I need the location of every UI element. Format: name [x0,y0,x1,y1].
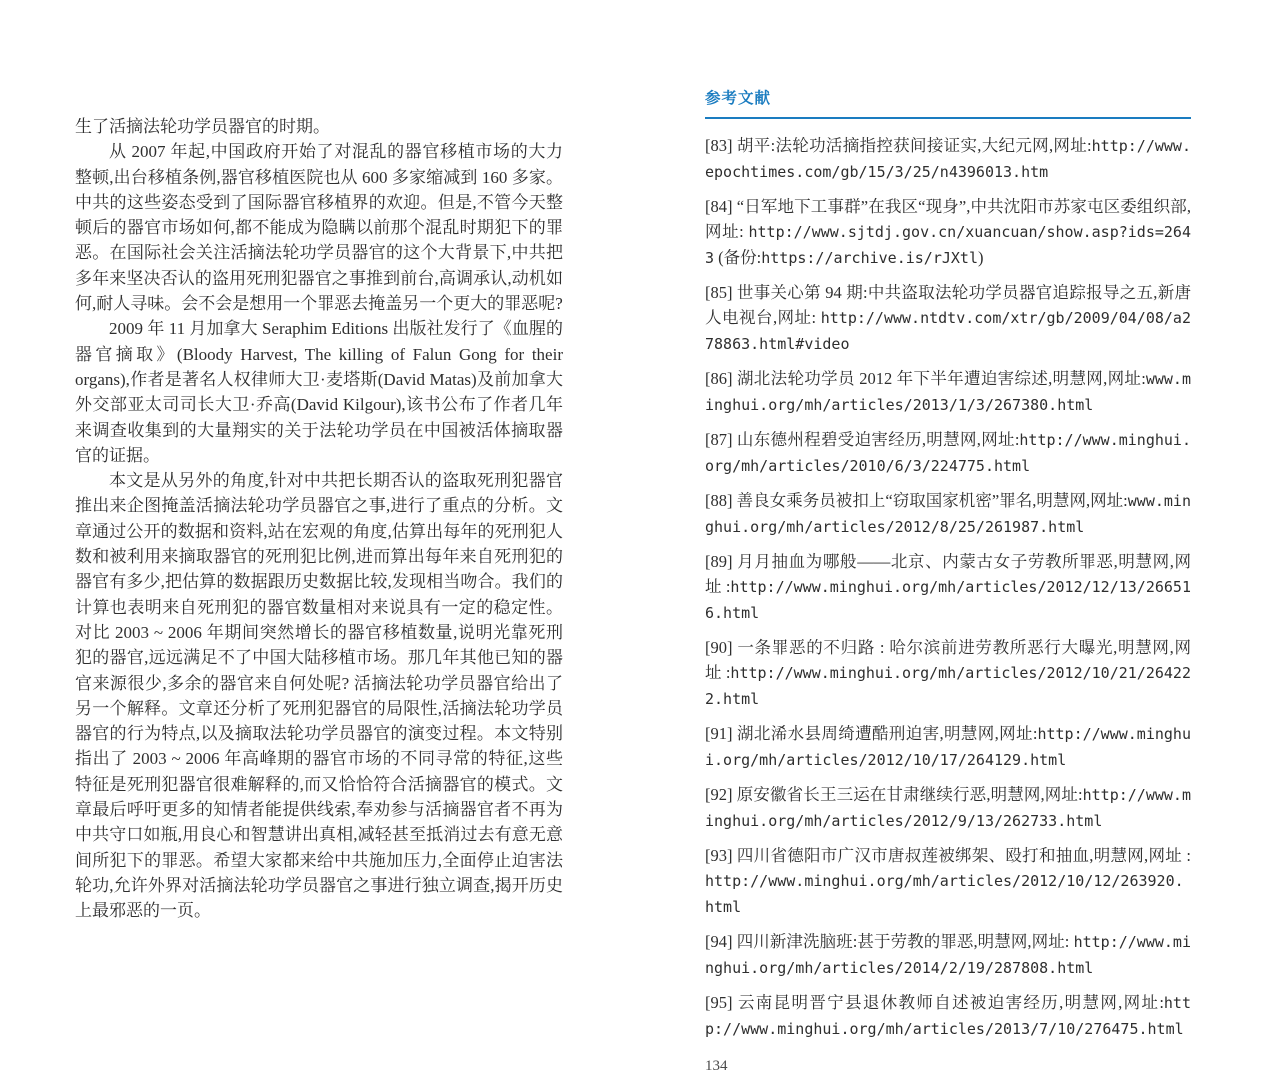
reference-url: http://www.minghui.org/mh/articles/2012/10/21/264222.html [705,664,1191,708]
reference-text: [93] 四川省德阳市广汉市唐叔莲被绑架、殴打和抽血,明慧网,网址 : [705,846,1191,865]
reference-text: [89] 月月抽血为哪般——北京、内蒙古女子劳教所罪恶,明慧网,网址: [705,552,1191,596]
reference-text: ) [978,248,984,267]
reference-item [705,427,1191,479]
reference-url: https://archive.is/rJXtl [761,249,978,267]
references-list [705,133,1191,1042]
reference-url: http://www.minghui.org/mh/articles/2012/10/17/264129.html [705,725,1191,769]
reference-item [705,929,1191,981]
page-number: 134 [705,1058,728,1074]
reference-text: (备份: [714,248,762,267]
reference-url: http://www.minghui.org/mh/articles/2012/10/12/263920.html [705,872,1184,916]
reference-item [705,782,1191,834]
reference-url: http://www.ntdtv.com/xtr/gb/2009/04/08/a278863.html#video [705,309,1191,353]
reference-item [705,721,1191,773]
left-page-body-text [75,114,563,924]
reference-text: [85] 世事关心第 94 期:中共盗取法轮功学员器官追踪报导之五,新唐人电视台,网址: [705,283,1191,327]
reference-text: [92] 原安徽省长王三运在甘肃继续行恶,明慧网,网址: [705,785,1083,804]
reference-text: [91] 湖北浠水县周绮遭酷刑迫害,明慧网,网址: [705,724,1038,743]
reference-url: http://www.minghui.org/mh/articles/2012/12/13/266516.html [705,578,1191,622]
reference-url: http://www.minghui.org/mh/articles/2010/6/3/224775.html [705,431,1191,475]
reference-url: http://www.minghui.org/mh/articles/2012/9/13/262733.html [705,786,1191,830]
body-paragraph: 从 2007 年起,中国政府开始了对混乱的器官移植市场的大力整顿,出台移植条例,器官移植医院也从 600 多家缩减到 160 多家。中共的这些姿态受到了国际器官移植界的欢迎。但是,不管今天整顿后的器官市场如何,都不能成为隐瞒以前那个混乱时期犯下的罪恶。在国际社会关注活摘法轮功学员器官的这个大背景下,中共把多年来坚决否认的盗用死刑犯器官之事推到前台,高调承认,动机如何,耐人寻味。会不会是想用一个罪恶去掩盖另一个更大的罪恶呢? [75,142,563,314]
reference-url: http://www.minghui.org/mh/articles/2014/2/19/287808.html [705,933,1191,977]
reference-text: [88] 善良女乘务员被扣上“窃取国家机密”罪名,明慧网,网址: [705,491,1128,510]
reference-text: [95] 云南昆明晋宁县退休教师自述被迫害经历,明慧网,网址: [705,993,1164,1012]
reference-url: www.minghui.org/mh/articles/2012/8/25/261987.html [705,492,1191,536]
reference-item [705,843,1191,920]
body-paragraph: 生了活摘法轮功学员器官的时期。 [75,117,330,136]
reference-text: [87] 山东德州程碧受迫害经历,明慧网,网址: [705,430,1020,449]
body-paragraph: 2009 年 11 月加拿大 Seraphim Editions 出版社发行了《血腥的器官摘取》(Bloody Harvest, The killing of Falun Gong for their organs),作者是著名人权律师大卫·麦塔斯(David Matas)及前加拿大外交部亚太司司长大卫·乔高(David Kilgour),该书公布了作者几年来调查收集到的大量翔实的关于法轮功学员在中国被活体摘取器官的证据。 [75,319,563,465]
reference-url: www.minghui.org/mh/articles/2013/1/3/267380.html [705,370,1191,414]
reference-url: http://www.epochtimes.com/gb/15/3/25/n4396013.htm [705,137,1191,181]
reference-text: [84] “日军地下工事群”在我区“现身”,中共沈阳市苏家屯区委组织部,网址: [705,197,1191,241]
reference-item [705,635,1191,712]
reference-item [705,280,1191,357]
reference-item [705,194,1191,271]
right-page [705,86,1191,1075]
references-section-title: 参考文献 [705,86,1191,119]
reference-item [705,990,1191,1042]
reference-text: [83] 胡平:法轮功活摘指控获间接证实,大纪元网,网址: [705,136,1092,155]
reference-item [705,488,1191,540]
reference-item [705,133,1191,185]
reference-item [705,549,1191,626]
reference-url: http://www.sjtdj.gov.cn/xuancuan/show.asp?ids=2643 [705,223,1191,267]
body-paragraph: 本文是从另外的角度,针对中共把长期否认的盗取死刑犯器官推出来企图掩盖活摘法轮功学员器官之事,进行了重点的分析。文章通过公开的数据和资料,站在宏观的角度,估算出每年的死刑犯人数和被利用来摘取器官的死刑犯比例,进而算出每年来自死刑犯的器官有多少,把估算的数据跟历史数据比较,发现相当吻合。我们的计算也表明来自死刑犯的器官数量相对来说具有一定的稳定性。对比 2003 ~ 2006 年期间突然增长的器官移植数量,说明光靠死刑犯的器官,远远满足不了中国大陆移植市场。那几年其他已知的器官来源很少,多余的器官来自何处呢? 活摘法轮功学员器官给出了另一个解释。文章还分析了死刑犯器官的局限性,活摘法轮功学员器官的行为特点,以及摘取法轮功学员器官的演变过程。本文特别指出了 2003 ~ 2006 年高峰期的器官市场的不同寻常的特征,这些特征是死刑犯器官很难解释的,而又恰恰符合活摘器官的模式。文章最后呼吁更多的知情者能提供线索,奉劝参与活摘器官者不再为中共守口如瓶,用良心和智慧讲出真相,减轻甚至抵消过去有意无意间所犯下的罪恶。希望大家都来给中共施加压力,全面停止迫害法轮功,允许外界对活摘法轮功学员器官之事进行独立调查,揭开历史上最邪恶的一页。 [75,471,563,921]
reference-text: [86] 湖北法轮功学员 2012 年下半年遭迫害综述,明慧网,网址: [705,369,1146,388]
reference-text: [94] 四川新津洗脑班:甚于劳教的罪恶,明慧网,网址: [705,932,1074,951]
left-page [75,114,563,924]
reference-text: [90] 一条罪恶的不归路 : 哈尔滨前进劳教所恶行大曝光,明慧网,网址: [705,638,1191,682]
reference-item [705,366,1191,418]
reference-url: http://www.minghui.org/mh/articles/2013/7/10/276475.html [705,994,1191,1038]
